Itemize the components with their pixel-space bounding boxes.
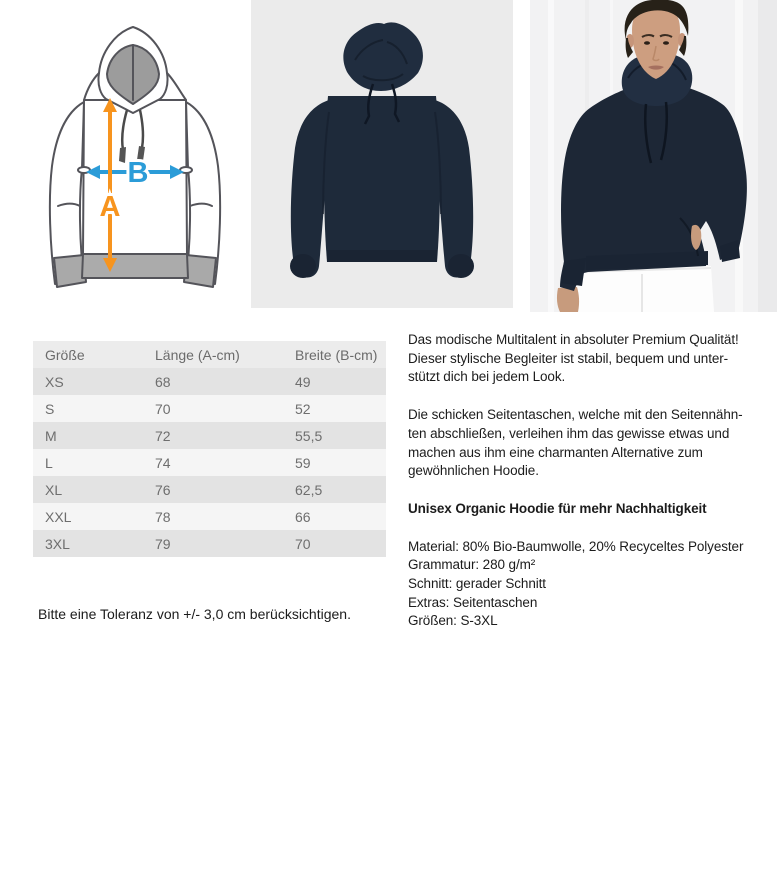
- col-header-width: Breite (B-cm): [283, 341, 386, 368]
- table-row: S 70 52: [33, 395, 386, 422]
- table-row: L 74 59: [33, 449, 386, 476]
- description-paragraph-2: Die schicken Seitentaschen, welche mit den Seitennähn- ten abschließen, verleihen ihm das gewisse etwas und machen aus ihm eine charmanten Alternative zum gewöhnlichen Hoodie.: [408, 407, 743, 479]
- label-b: B: [127, 157, 149, 189]
- spec-extras: Extras: Seitentaschen: [408, 594, 538, 610]
- table-row: M 72 55,5: [33, 422, 386, 449]
- table-row: XXL 78 66: [33, 503, 386, 530]
- model-wearing-hoodie-photo: [530, 0, 777, 312]
- product-description: [408, 331, 748, 650]
- table-row: XL 76 62,5: [33, 476, 386, 503]
- description-paragraph-1: Das modische Multitalent in absoluter Premium Qualität! Dieser stylische Begleiter ist stabil, bequem und unter- stützt dich bei jedem Look.: [408, 332, 739, 385]
- right-cuff: [448, 254, 474, 278]
- left-cuff: [54, 255, 86, 287]
- sustainability-heading: Unisex Organic Hoodie für mehr Nachhaltigkeit: [408, 500, 707, 516]
- spec-schnitt: Schnitt: gerader Schnitt: [408, 576, 546, 592]
- size-table-header-row: [33, 341, 386, 368]
- hoodie-measurement-drawing: [0, 0, 250, 310]
- hem-band: [327, 250, 437, 262]
- label-a: A: [99, 191, 121, 223]
- table-row: 3XL 79 70: [33, 530, 386, 557]
- spec-grammatur: Grammatur: 280 g/m²: [408, 557, 536, 573]
- col-header-length: Länge (A-cm): [143, 341, 283, 368]
- size-table: [33, 341, 386, 557]
- left-hand: [557, 287, 579, 312]
- size-diagram-image: [0, 0, 250, 310]
- spec-material: Material: 80% Bio-Baumwolle, 20% Recyceltes Polyester: [408, 538, 744, 554]
- torso: [324, 96, 440, 262]
- product-photo: [251, 0, 513, 308]
- tolerance-note: Bitte eine Toleranz von +/- 3,0 cm berücksichtigen.: [38, 606, 351, 622]
- white-pants: [572, 266, 714, 312]
- spec-groessen: Größen: S-3XL: [408, 613, 498, 629]
- product-specs: [408, 538, 748, 632]
- left-cuff: [561, 258, 586, 286]
- navy-hoodie-photo: [251, 0, 513, 308]
- table-row: XS 68 49: [33, 368, 386, 395]
- model-photo: [530, 0, 777, 312]
- col-header-size: Größe: [33, 341, 143, 368]
- hem-band: [82, 254, 188, 278]
- left-cuff: [290, 254, 316, 278]
- right-cuff: [184, 255, 216, 287]
